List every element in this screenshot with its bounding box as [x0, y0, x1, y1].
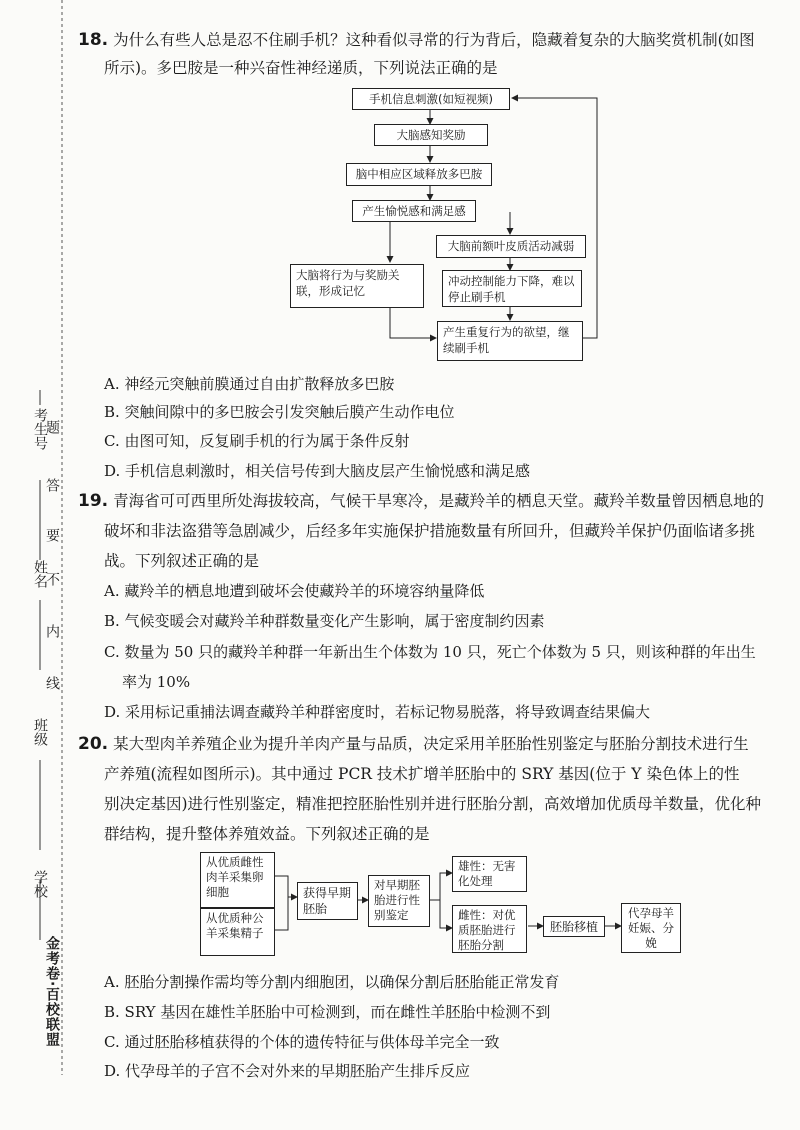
q19-option-d: D. 采用标记重捕法调查藏羚羊种群密度时，若标记物易脱落，将导致调查结果偏大	[104, 703, 651, 721]
name-label: 姓名	[32, 560, 48, 588]
exam-no-label: 考生号	[32, 408, 48, 450]
q18-box-memory: 大脑将行为与奖励关联，形成记忆	[290, 264, 424, 308]
q18-option-b: B. 突触间隙中的多巴胺会引发突触后膜产生动作电位	[104, 403, 455, 421]
q19-number: 19.	[78, 491, 109, 511]
q20-stem-line1: 某大型肉羊养殖企业为提升羊肉产量与品质，决定采用羊胚胎性别鉴定与胚胎分割技术进行生	[113, 735, 749, 753]
q20-stem-line3: 别决定基因)进行性别鉴定，精准把控胚胎性别并进行胚胎分割，高效增加优质母羊数量，优化种	[104, 795, 762, 813]
q18-number: 18.	[78, 30, 109, 50]
q20-box-male: 雄性：无害化处理	[452, 856, 527, 892]
seal-char: 内	[44, 624, 60, 638]
q20-stem-line2: 产养殖(流程如图所示)。其中通过 PCR 技术扩增羊胚胎中的 SRY 基因(位于 Y 染色体上的性	[104, 765, 740, 783]
q18-option-c: C. 由图可知，反复刷手机的行为属于条件反射	[104, 432, 410, 450]
q19-option-c-cont: 率为 10%	[122, 673, 191, 691]
q18-stem-line1: 为什么有些人总是忍不住刷手机？这种看似寻常的行为背后，隐藏着复杂的大脑奖赏机制(如图	[113, 31, 755, 49]
q18-box-impulse: 冲动控制能力下降，难以停止刷手机	[442, 270, 582, 307]
q18-box-reward: 大脑感知奖励	[374, 124, 488, 146]
q20-box-surrogate: 代孕母羊妊娠、分娩	[621, 903, 681, 953]
q20-box-sperm: 从优质种公羊采集精子	[200, 908, 275, 956]
q19-stem-line1: 青海省可可西里所处海拔较高，气候干旱寒冷，是藏羚羊的栖息天堂。藏羚羊数量曾因栖息地的	[113, 492, 765, 510]
seal-char: 答	[44, 478, 60, 492]
q20-option-c: C. 通过胚胎移植获得的个体的遗传特征与供体母羊完全一致	[104, 1033, 500, 1051]
q20-box-sexing: 对早期胚胎进行性别鉴定	[368, 875, 430, 927]
seal-char: 题	[44, 420, 60, 434]
q19-stem-line3: 战。下列叙述正确的是	[104, 552, 260, 570]
q20-option-a: A. 胚胎分割操作需均等分割内细胞团，以确保分割后胚胎能正常发育	[104, 973, 560, 991]
seal-char: 要	[44, 528, 60, 542]
q20-stem-line4: 群结构，提升整体养殖效益。下列叙述正确的是	[104, 825, 430, 843]
q19-stem-line2: 破坏和非法盗猎等急剧减少，后经多年实施保护措施数量有所回升，但藏羚羊保护仍面临诸多挑	[104, 522, 756, 540]
q18-option-d: D. 手机信息刺激时，相关信号传到大脑皮层产生愉悦感和满足感	[104, 462, 531, 480]
q19-option-b: B. 气候变暖会对藏羚羊种群数量变化产生影响，属于密度制约因素	[104, 612, 545, 630]
class-label: 班级	[32, 718, 48, 746]
q20-box-transfer: 胚胎移植	[543, 916, 605, 937]
q18-box-prefrontal: 大脑前额叶皮质活动减弱	[436, 235, 586, 258]
q18-box-stimulus: 手机信息刺激(如短视频)	[352, 88, 510, 110]
q18-box-pleasure: 产生愉悦感和满足感	[352, 200, 476, 222]
q19-option-a: A. 藏羚羊的栖息地遭到破坏会使藏羚羊的环境容纳量降低	[104, 582, 485, 600]
q20-box-egg: 从优质雌性肉羊采集卵细胞	[200, 852, 275, 908]
q18-box-dopamine: 脑中相应区域释放多巴胺	[346, 163, 492, 186]
q20-option-d: D. 代孕母羊的子宫不会对外来的早期胚胎产生排斥反应	[104, 1062, 471, 1080]
q18-option-a: A. 神经元突触前膜通过自由扩散释放多巴胺	[104, 375, 395, 393]
q20-box-embryo: 获得早期胚胎	[297, 882, 358, 920]
q20-option-b: B. SRY 基因在雄性羊胚胎中可检测到，而在雌性羊胚胎中检测不到	[104, 1003, 551, 1021]
q18-stem-line2: 所示)。多巴胺是一种兴奋性神经递质，下列说法正确的是	[104, 59, 498, 77]
q20-box-female: 雌性：对优质胚胎进行胚胎分割	[452, 905, 527, 953]
q20-number: 20.	[78, 734, 109, 754]
seal-char: 线	[44, 676, 60, 690]
seal-char: 不	[44, 572, 60, 586]
q18-box-repeat: 产生重复行为的欲望，继续刷手机	[437, 321, 583, 361]
brand-label: 金考卷·百校联盟	[44, 936, 60, 1048]
q19-option-c: C. 数量为 50 只的藏羚羊种群一年新出生个体数为 10 只，死亡个体数为 5 只，则该种群的年出生	[104, 643, 756, 661]
school-label: 学校	[32, 870, 48, 898]
